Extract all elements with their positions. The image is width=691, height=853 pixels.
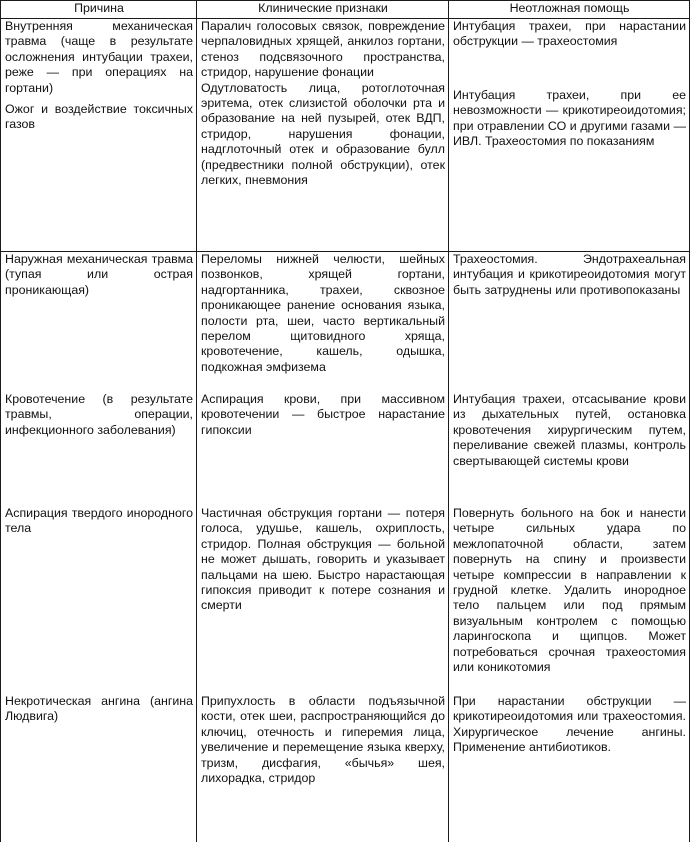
header-signs: Клинические признаки xyxy=(197,1,449,19)
signs-text: Переломы нижней челюсти, шейных позвонков, хрящей гортани, надгортанника, трахеи, сквозное проникающее ранение основания языка, полости рта, шеи, часто вертикальный перелом щитовидного хряща, кровотечение, кашель, одышка, подкожная эмфизема xyxy=(201,252,445,374)
cell-cause xyxy=(1,694,197,842)
header-cause: Причина xyxy=(1,1,197,19)
signs-text: Одутловатость лица, ротоглоточная эритема, отек слизистой оболочки рта и образование на ней пузырей, отек ВДП, стридор, нарушения фонации, надглоточный отек и образование булл (предвестники полной обструкции), отек легких, пневмония xyxy=(201,80,445,188)
signs-text: Паралич голосовых связок, повреждение черпаловидных хрящей, анкилоз гортани, стеноз подсвязочного пространства, стридор, нарушение фонации xyxy=(201,19,445,80)
table-row xyxy=(1,694,690,842)
cause-text: Ожог и воздействие токсичных газов xyxy=(5,102,193,132)
cell-help xyxy=(449,252,690,393)
cell-signs xyxy=(197,19,449,252)
help-text: Интубация трахеи, отсасывание крови из дыхательных путей, остановка кровотечения хирургическим путем, переливание свежей плазмы, контроль свертывающей системы крови xyxy=(453,392,686,468)
help-text: Интубация трахеи, при ее невозможности — крикотиреоидотомия; при отравлении СО и другими газами — ИВЛ. Трахеостомия по показаниям xyxy=(453,87,686,149)
help-text: Трахеостомия. Эндотрахеальная интубация и крикотиреоидотомия могут быть затруднены или противопоказаны xyxy=(453,252,686,297)
cell-signs xyxy=(197,252,449,393)
signs-text: Аспирация крови, при массивном кровотечении — быстрое нарастание гипоксии xyxy=(201,392,445,437)
table-row xyxy=(1,252,690,393)
cell-signs xyxy=(197,392,449,506)
cell-cause xyxy=(1,252,197,393)
cell-cause xyxy=(1,19,197,252)
signs-text: Припухлость в области подъязычной кости, отек шеи, распространяющийся до ключиц, отечность и гиперемия лица, увеличение и перемещение языка кверху, тризм, дисфагия, «бычья» шея, лихорадка, стридор xyxy=(201,694,445,786)
cell-cause xyxy=(1,392,197,506)
header-help: Неотложная помощь xyxy=(449,1,690,19)
signs-text: Частичная обструкция гортани — потеря голоса, удушье, кашель, охриплость, стридор. Полная обструкция — больной не может дышать, говорить и указывает пальцами на шею. Быстро нарастающая гипоксия приводит к потере сознания и смерти xyxy=(201,506,445,613)
cell-help xyxy=(449,392,690,506)
cell-signs xyxy=(197,694,449,842)
header-row xyxy=(1,1,690,19)
cell-help xyxy=(449,506,690,694)
cause-text: Некротическая ангина (ангина Людвига) xyxy=(5,694,193,724)
table-row xyxy=(1,19,690,252)
cause-text: Аспирация твердого инородного тела xyxy=(5,506,193,536)
cell-signs xyxy=(197,506,449,694)
cause-text: Кровотечение (в результате травмы, операции, инфекционного заболевания) xyxy=(5,392,193,437)
cell-help xyxy=(449,694,690,842)
table-row xyxy=(1,392,690,506)
help-text: При нарастании обструкции — крикотиреоидотомия или трахеостомия. Хирургическое лечение ангины. Применение антибиотиков. xyxy=(453,694,686,755)
cause-text: Внутренняя механическая травма (чаще в результате осложнения интубации трахеи, реже — при операциях на гортани) xyxy=(5,19,193,95)
table-row xyxy=(1,506,690,694)
cell-cause xyxy=(1,506,197,694)
cell-help xyxy=(449,19,690,252)
help-text: Повернуть больного на бок и нанести четыре сильных удара по межлопаточной области, затем повернуть на спину и произвести четыре компрессии в направлении к грудной клетке. Удалить инородное тело пальцем или под прямым визуальным контролем с помощью ларингоскопа и щипцов. Может потребоваться срочная трахеостомия или коникотомия xyxy=(453,506,686,675)
help-text: Интубация трахеи, при нарастании обструкции — трахеостомия xyxy=(453,19,686,49)
cause-text: Наружная механическая травма (тупая или острая проникающая) xyxy=(5,252,193,297)
